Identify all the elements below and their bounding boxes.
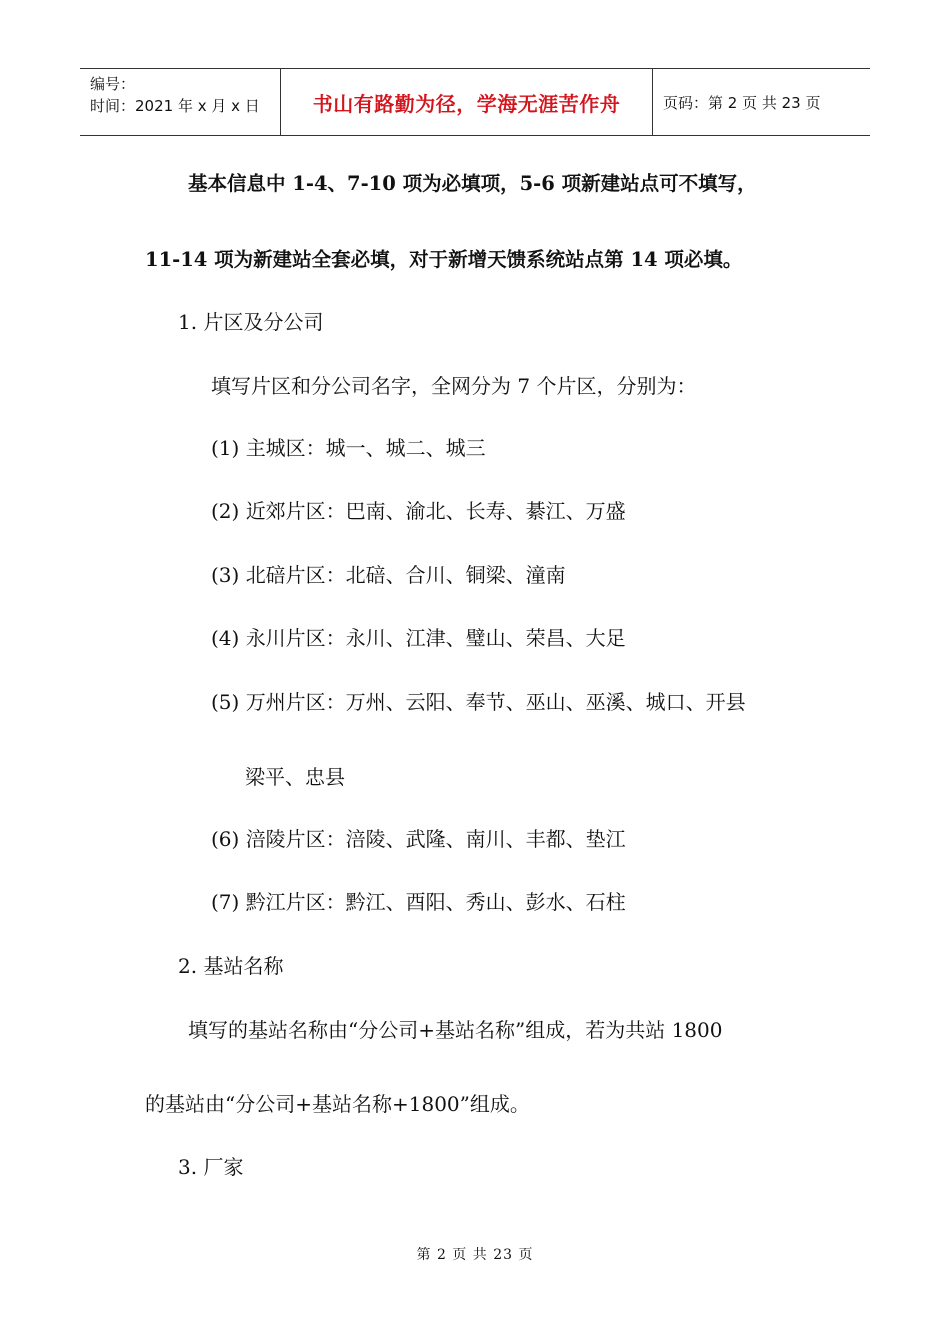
section-3-title: 3. 厂家: [178, 1155, 244, 1179]
section-2-line-2: 的基站由“分公司+基站名称+1800”组成。: [145, 1092, 530, 1116]
time-label: 时间：2021 年 x 月 x 日: [90, 97, 260, 115]
section-1-title: 1. 片区及分公司: [178, 310, 324, 334]
section-2-title: 2. 基站名称: [178, 954, 284, 978]
list-item: (1) 主城区：城一、城二、城三: [211, 436, 486, 460]
page-header: [80, 68, 870, 136]
header-page-info: 页码：第 2 页 共 23 页: [663, 93, 821, 112]
number-label: 编号：: [90, 75, 136, 93]
list-item: (2) 近郊片区：巴南、渝北、长寿、綦江、万盛: [211, 499, 626, 523]
section-1-desc: 填写片区和分公司名字，全网分为 7 个片区，分别为：: [211, 374, 697, 398]
list-item: (3) 北碚片区：北碚、合川、铜梁、潼南: [211, 563, 566, 587]
header-meta: [80, 69, 281, 135]
header-motto: 书山有路勤为径，学海无涯苦作舟: [281, 69, 653, 135]
list-item-continuation: 梁平、忠县: [245, 765, 345, 789]
page-footer: 第 2 页 共 23 页: [416, 1247, 534, 1263]
intro-line-2: 11-14 项为新建站全套必填，对于新增天馈系统站点第 14 项必填。: [145, 248, 743, 271]
intro-line-1: 基本信息中 1-4、7-10 项为必填项，5-6 项新建站点可不填写，: [188, 172, 757, 195]
list-item: (5) 万州片区：万州、云阳、奉节、巫山、巫溪、城口、开县: [211, 690, 746, 714]
list-item: (6) 涪陵片区：涪陵、武隆、南川、丰都、垫江: [211, 827, 626, 851]
list-item: (4) 永川片区：永川、江津、璧山、荣昌、大足: [211, 626, 626, 650]
section-2-line-1: 填写的基站名称由“分公司+基站名称”组成，若为共站 1800: [188, 1018, 723, 1042]
list-item: (7) 黔江片区：黔江、酉阳、秀山、彭水、石柱: [211, 890, 626, 914]
